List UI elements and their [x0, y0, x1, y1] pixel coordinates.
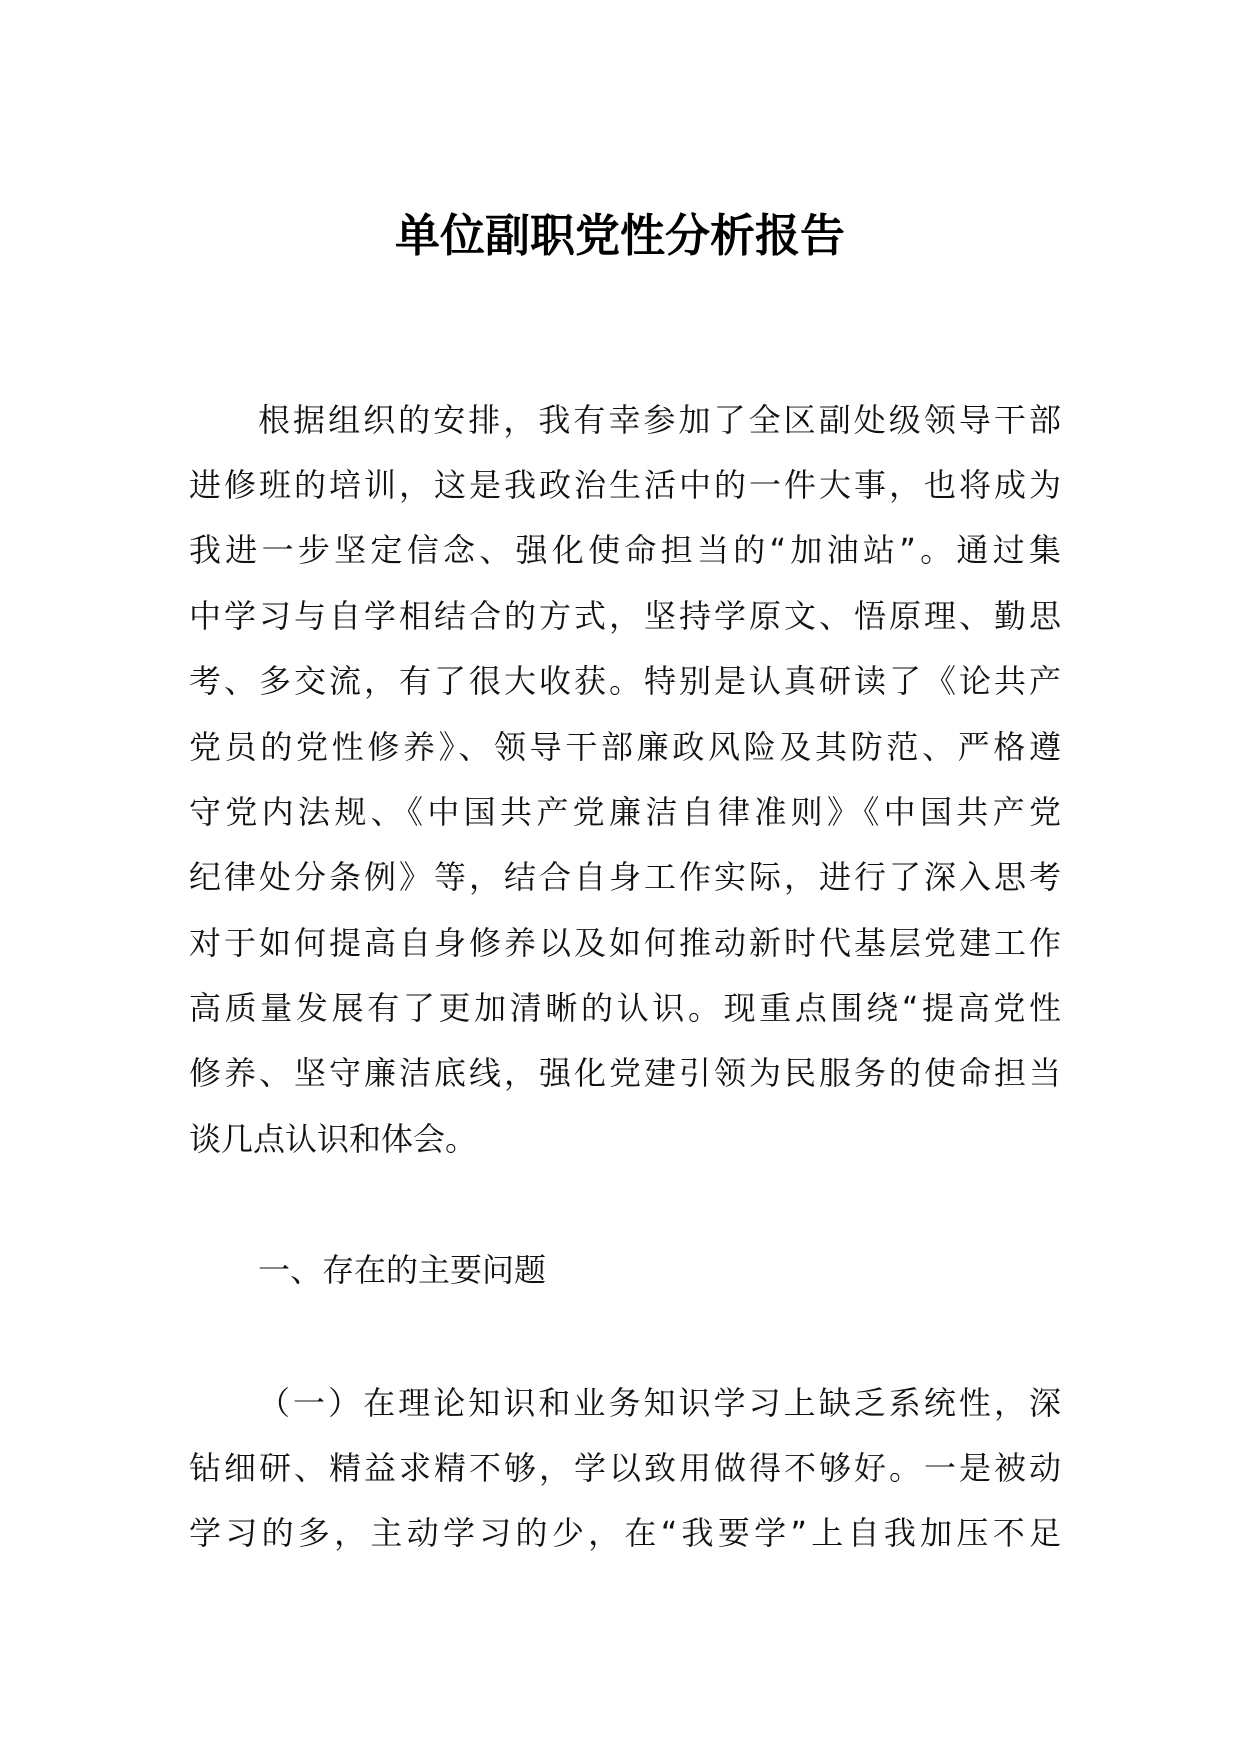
paragraph-line: 学习的多，主动学习的少，在“我要学”上自我加压不足: [189, 1514, 1061, 1552]
paragraph-line: 高质量发展有了更加清晰的认识。现重点围绕“提高党性: [189, 989, 1061, 1027]
paragraph-line: 对于如何提高自身修养以及如何推动新时代基层党建工作: [189, 924, 1061, 962]
paragraph-line: 根据组织的安排，我有幸参加了全区副处级领导干部: [258, 401, 1061, 439]
paragraph-line: 谈几点认识和体会。: [189, 1120, 478, 1158]
paragraph-line: 考、多交流，有了很大收获。特别是认真研读了《论共产: [189, 662, 1061, 700]
paragraph-line: 进修班的培训，这是我政治生活中的一件大事，也将成为: [189, 466, 1061, 504]
document-title: 单位副职党性分析报告: [394, 209, 845, 262]
paragraph-line: 纪律处分条例》等，结合自身工作实际，进行了深入思考: [189, 858, 1061, 896]
paragraph-line: 党员的党性修养》、领导干部廉政风险及其防范、严格遵: [189, 728, 1061, 766]
paragraph-line: 修养、坚守廉洁底线，强化党建引领为民服务的使命担当: [189, 1054, 1061, 1092]
paragraph-line: 钻细研、精益求精不够，学以致用做得不够好。一是被动: [189, 1449, 1061, 1487]
paragraph-line: 守党内法规、《中国共产党廉洁自律准则》《中国共产党: [189, 793, 1061, 831]
paragraph-line: 中学习与自学相结合的方式，坚持学原文、悟原理、勤思: [189, 597, 1061, 635]
paragraph-line: 我进一步坚定信念、强化使命担当的“加油站”。通过集: [189, 531, 1061, 569]
section-heading: 一、存在的主要问题: [258, 1251, 547, 1289]
paragraph-line: （一）在理论知识和业务知识学习上缺乏系统性，深: [258, 1384, 1061, 1422]
